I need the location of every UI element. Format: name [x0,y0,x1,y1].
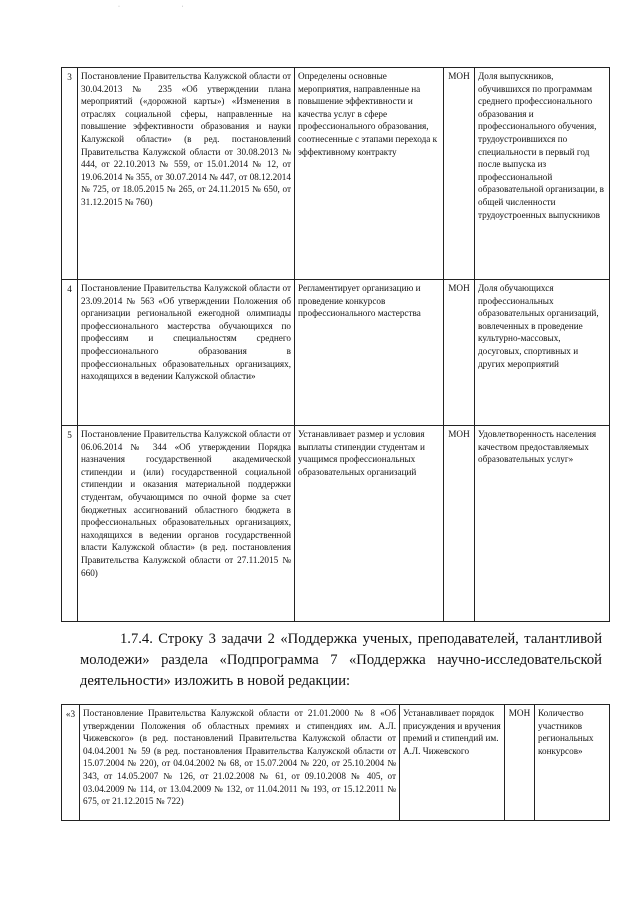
executor-cell: МОН [444,68,475,280]
indicator-cell: Доля выпускников, обучившихся по программам среднего профессионального образования и профессионального обучения, трудоустроившихся по специальности в первый год после выпуска из профессиональной образовательной организации, в общей численности трудоустроенных выпускников [475,68,610,280]
table-row [62,280,610,426]
indicator-cell: Количество участников региональных конкурсов» [535,705,610,821]
amendment-paragraph: 1.7.4. Строку 3 задачи 2 «Поддержка ученых, преподавателей, талантливой молодежи» раздела «Подпрограмма 7 «Поддержка научно-исследовательской деятельности» изложить в новой редакции: [80,631,602,689]
row-number: 3 [62,68,78,280]
content-cell: Устанавливает размер и условия выплаты стипендии студентам и учащимся профессиональных образовательных организаций [295,426,444,622]
indicator-cell: Удовлетворенность населения качеством предоставляемых образовательных услуг» [475,426,610,622]
indicator-cell: Доля обучающихся профессиональных образовательных организаций, вовлеченных в проведение культурно-массовых, досуговых, спортивных и других мероприятий [475,280,610,426]
content-cell: Регламентирует организацию и проведение конкурсов профессионального мастерства [295,280,444,426]
executor-cell: МОН [444,280,475,426]
row-number: «3 [62,705,80,821]
row-number: 4 [62,280,78,426]
table-row [62,68,610,280]
legal-act-cell: Постановление Правительства Калужской области от 23.09.2014 № 563 «Об утверждении Положения об организации региональной ежегодной олимпиады профессионального мастерства обучающихся по профессиям и специальностям среднего профессионального образования в профессиональных образовательных организациях, находящихся в ведении Калужской области» [78,280,295,426]
scan-marks: · · [118,4,184,10]
measures-table [61,67,610,622]
row-number: 5 [62,426,78,622]
table-row [62,705,610,821]
legal-act-cell: Постановление Правительства Калужской области от 30.04.2013 № 235 «Об утверждении плана мероприятий («дорожной карты») «Изменения в отраслях социальной сферы, направленные на повышение эффективности образования и науки Калужской области» (в ред. постановлений Правительства Калужской области от 30.08.2013 № 444, от 22.10.2013 № 559, от 15.01.2014 № 12, от 19.06.2014 № 355, от 30.07.2014 № 447, от 08.12.2014 № 725, от 18.05.2015 № 265, от 24.11.2015 № 650, от 31.12.2015 № 760) [78,68,295,280]
new-edition-table [61,704,610,821]
content-cell: Устанавливает порядок присуждения и вручения премий и стипендий им. А.Л. Чижевского [400,705,505,821]
table-row [62,426,610,622]
legal-act-cell: Постановление Правительства Калужской области от 21.01.2000 № 8 «Об утверждении Положения об областных премиях и стипендиях им. А.Л. Чижевского» (в ред. постановлений Правительства Калужской области от 04.04.2001 № 59 (в ред. постановления Правительства Калужской области от 15.07.2004 № 220), от 04.04.2002 № 68, от 15.07.2004 № 220, от 25.10.2004 № 343, от 14.05.2007 № 126, от 21.02.2008 № 61, от 09.10.2008 № 405, от 03.04.2009 № 114, от 13.04.2009 № 132, от 11.04.2011 № 193, от 15.12.2011 № 675, от 21.12.2015 № 722) [80,705,400,821]
executor-cell: МОН [505,705,535,821]
legal-act-cell: Постановление Правительства Калужской области от 06.06.2014 № 344 «Об утверждении Порядка назначения государственной академической стипендии и (или) государственной социальной стипендии и оказания материальной поддержки студентам, обучающимся по очной форме за счет бюджетных ассигнований областного бюджета в профессиональных образовательных организациях, находящихся в ведении органов государственной власти Калужской области» (в ред. постановления Правительства Калужской области от 27.11.2015 № 660) [78,426,295,622]
executor-cell: МОН [444,426,475,622]
content-cell: Определены основные мероприятия, направленные на повышение эффективности и качества услуг в сфере профессионального образования, соотнесенные с этапами перехода к эффективному контракту [295,68,444,280]
